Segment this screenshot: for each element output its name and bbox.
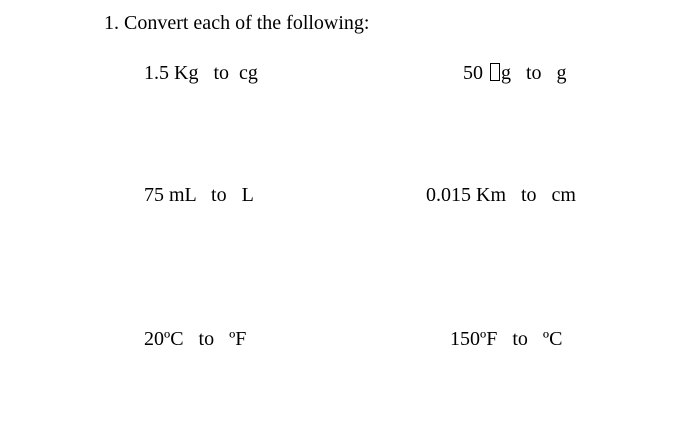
conversion-problem-4: 0.015 Km to cm — [426, 184, 576, 206]
problem-2-unit: g to g — [501, 62, 567, 84]
conversion-problem-5: 20ºC to ºF — [144, 328, 247, 350]
problem-2-value: 50 — [463, 62, 488, 84]
conversion-problem-1: 1.5 Kg to cg — [144, 62, 258, 84]
missing-glyph-icon — [490, 63, 500, 81]
conversion-problem-3: 75 mL to L — [144, 184, 254, 206]
conversion-problem-6: 150ºF to ºC — [450, 328, 563, 350]
question-title: 1. Convert each of the following: — [104, 12, 370, 34]
conversion-problem-2 — [463, 60, 567, 86]
